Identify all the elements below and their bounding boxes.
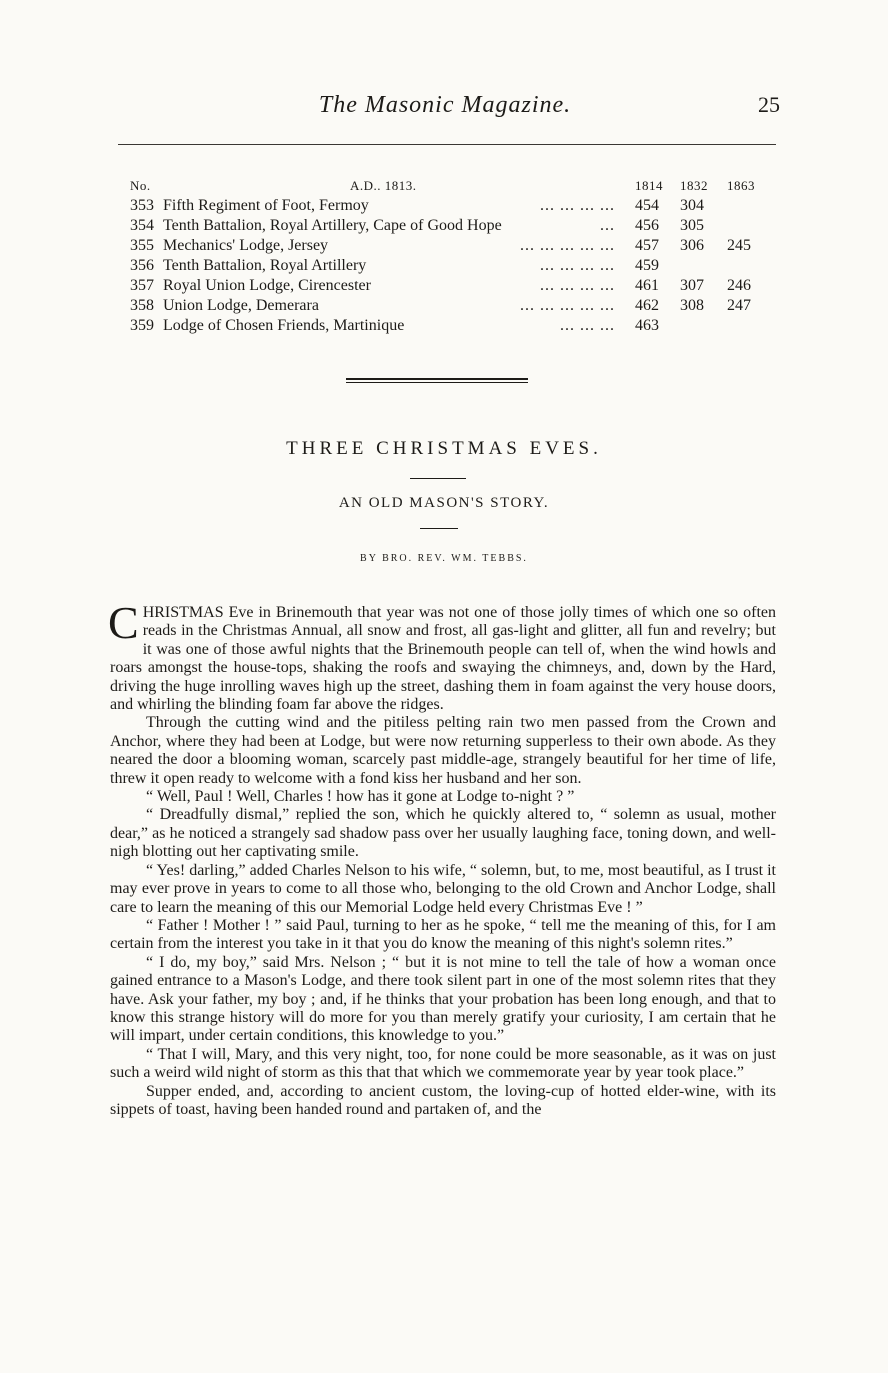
number-1814: 457	[635, 237, 659, 254]
header-ad: A.D.. 1813.	[350, 178, 417, 193]
number-1832: 307	[680, 277, 704, 294]
header-1863: 1863	[727, 178, 755, 193]
lodge-name: Tenth Battalion, Royal Artillery	[163, 257, 367, 274]
lodge-number: 356	[130, 257, 154, 274]
table-row	[130, 276, 765, 296]
leader-dots: ... ... ... ...	[540, 197, 615, 214]
header-1814: 1814	[635, 178, 663, 193]
leader-dots: ...	[600, 217, 615, 234]
paragraph: “ I do, my boy,” said Mrs. Nelson ; “ but it is not mine to tell the tale of how a woman once gained entrance to a Mason's Lodge, and there took silent part in one of the most solemn rites that they have. Ask your father, my boy ; and, if he thinks that your probation has been long enough, and that to know this strange history will do more for you than merely gratify your curiosity, I am certain that he will impart, under certain conditions, this knowledge to you.”	[110, 953, 776, 1045]
number-1832: 306	[680, 237, 704, 254]
number-1863: 246	[727, 277, 751, 294]
table-row	[130, 196, 765, 216]
article-title: THREE CHRISTMAS EVES.	[286, 438, 602, 459]
paragraph-text: HRISTMAS Eve in Brinemouth that year was not one of those jolly times of which one so often reads in the Christmas Annual, all snow and frost, all gas-light and glitter, all fun and revelry; but it was one of those awful nights that the Brinemouth people can tell of, when the wind howls and roars amongst the house-tops, shaking the roofs and swaying the chimneys, and, down by the Hard, driving the huge inrolling waves high up the street, dashing them in foam against the very house doors, and whirling the blinding foam far above the ridges.	[110, 604, 776, 714]
table-row	[130, 256, 765, 276]
table-header	[130, 176, 765, 196]
title-rule	[410, 478, 466, 479]
paragraph: “ Well, Paul ! Well, Charles ! how has it gone at Lodge to-night ? ”	[146, 788, 575, 806]
number-1832: 305	[680, 217, 704, 234]
table-row	[130, 236, 765, 256]
number-1814: 454	[635, 197, 659, 214]
running-head	[110, 92, 780, 132]
table-row	[130, 216, 765, 236]
number-1832: 304	[680, 197, 704, 214]
lodge-number: 357	[130, 277, 154, 294]
lodge-name: Union Lodge, Demerara	[163, 297, 319, 314]
page-number: 25	[758, 92, 780, 117]
lodge-number: 353	[130, 197, 154, 214]
leader-dots: ... ... ... ...	[540, 277, 615, 294]
header-1832: 1832	[680, 178, 708, 193]
drop-cap: C	[108, 597, 139, 648]
number-1832: 308	[680, 297, 704, 314]
article-body	[108, 597, 776, 1119]
lodge-number: 354	[130, 217, 154, 234]
lodge-name: Lodge of Chosen Friends, Martinique	[163, 317, 405, 334]
paragraph: “ Yes! darling,” added Charles Nelson to his wife, “ solemn, but, to me, most beautiful, as I trust it may ever prove in years to come to all those who, belonging to the old Crown and Anchor Lodge, shall care to learn the meaning of this our Memorial Lodge held every Christmas Eve ! ”	[110, 861, 776, 916]
lodge-name: Mechanics' Lodge, Jersey	[163, 237, 329, 254]
lodge-name: Royal Union Lodge, Cirencester	[163, 277, 371, 294]
lodge-name: Fifth Regiment of Foot, Fermoy	[163, 197, 369, 214]
paragraph: “ Father ! Mother ! ” said Paul, turning to her as he spoke, “ tell me the meaning of this, for I am certain from the interest you take in it that you do know the meaning of this night's solemn rites.”	[110, 916, 776, 953]
section-divider	[346, 378, 528, 383]
subtitle-rule	[420, 528, 458, 529]
lodge-number: 355	[130, 237, 154, 254]
header-no: No.	[130, 178, 151, 193]
number-1814: 461	[635, 277, 659, 294]
leader-dots: ... ... ... ... ...	[520, 297, 615, 314]
number-1863: 247	[727, 297, 751, 314]
magazine-title: The Masonic Magazine.	[318, 92, 572, 118]
table-row	[130, 316, 765, 336]
leader-dots: ... ... ... ...	[540, 257, 615, 274]
paragraph: Supper ended, and, according to ancient custom, the loving-cup of hotted elder-wine, with its sippets of toast, having been handed round and partaken of, and the	[110, 1082, 776, 1118]
number-1814: 462	[635, 297, 659, 314]
paragraph: “ Dreadfully dismal,” replied the son, which he quickly altered to, “ solemn as usual, mother dear,” as he noticed a strangely sad shadow pass over her usually laughing face, toning down, and well-nigh blotting out her captivating smile.	[110, 806, 776, 861]
number-1814: 459	[635, 257, 659, 274]
article-byline: BY BRO. REV. WM. TEBBS.	[360, 553, 528, 564]
paragraph: Through the cutting wind and the pitiless pelting rain two men passed from the Crown and Anchor, where they had been at Lodge, but were now returning supperless to their own abode. As they neared the door a blooming woman, scarcely past middle-age, strangely beautiful for her time of life, threw it open ready to welcome with a fond kiss her husband and her son.	[110, 714, 776, 787]
number-1814: 463	[635, 317, 659, 334]
lodge-name: Tenth Battalion, Royal Artillery, Cape of Good Hope	[163, 217, 502, 234]
header-rule	[118, 144, 776, 145]
number-1863: 245	[727, 237, 751, 254]
leader-dots: ... ... ...	[560, 317, 615, 334]
paragraph: “ That I will, Mary, and this very night, too, for none could be more seasonable, as it was on just such a weird wild night of storm as this that that which we commemorate year by year took place.”	[110, 1045, 776, 1082]
number-1814: 456	[635, 217, 659, 234]
paragraph	[108, 597, 776, 714]
article-subtitle: AN OLD MASON'S STORY.	[338, 495, 550, 511]
lodge-number: 359	[130, 317, 154, 334]
lodge-table	[130, 176, 765, 336]
table-row	[130, 296, 765, 316]
lodge-number: 358	[130, 297, 154, 314]
leader-dots: ... ... ... ... ...	[520, 237, 615, 254]
